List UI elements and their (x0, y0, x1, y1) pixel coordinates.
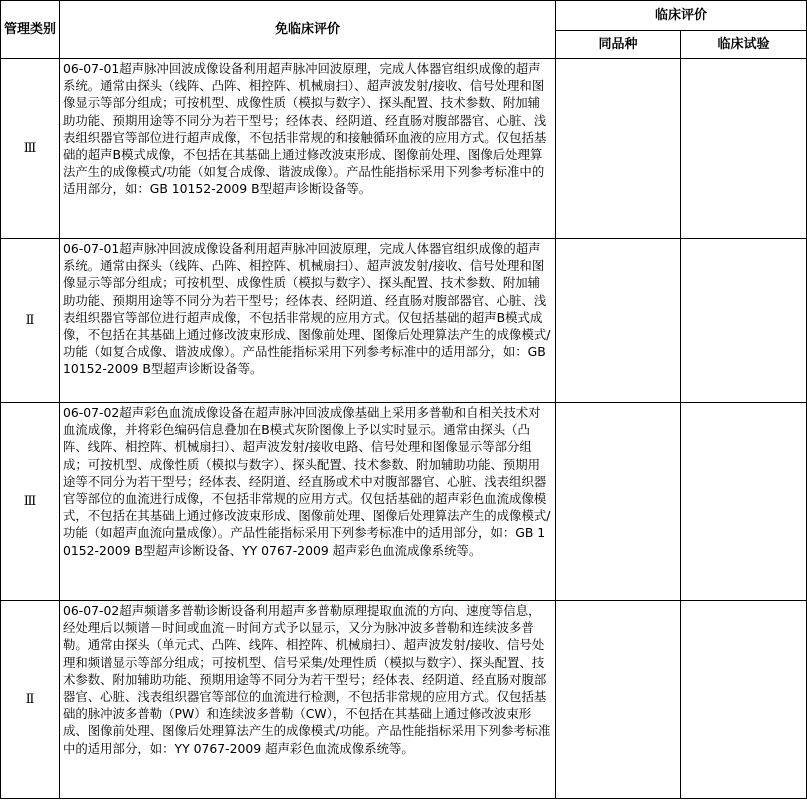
same-variety-cell (556, 59, 681, 239)
table-row (1, 239, 807, 403)
description-text: 06-07-02超声频谱多普勒诊断设备利用超声多普勒原理提取血流的方向、速度等信息，经处理后以频谱－时间或血流－时间方式予以显示，又分为脉冲波多普勒和连续波多普勒。通常由探头（单元式、凸阵、线阵、相控阵、机械扇扫）、超声波发射/接收、信号处理和频谱显示等部分组成；可按机型、信号采集/处理性质（模拟与数字）、探头配置、技术参数、附加辅助功能、预期用途等不同分为若干型号；经体表、经阴道、经直肠对腹部器官、心脏、浅表组织器官等部位的血流进行检测，不包括非常规的应用方式。仅包括基础的脉冲波多普勒（PW）和连续波多普勒（CW），不包括在其基础上通过修改波束形成、图像前处理、图像后处理算法产生的成像模式/功能。产品性能指标采用下列参考标准中的适用部分，如：YY 0767-2009 超声彩色血流成像系统等。 (63, 603, 551, 756)
clinical-trial-cell (681, 601, 807, 799)
same-variety-cell (556, 403, 681, 601)
table-row (1, 403, 807, 601)
clinical-trial-cell (681, 59, 807, 239)
category-cell: Ⅲ (1, 59, 60, 239)
clinical-trial-cell (681, 239, 807, 403)
header-same-variety: 同品种 (556, 31, 681, 59)
same-variety-cell (556, 601, 681, 799)
description-text: 06-07-01超声脉冲回波成像设备利用超声脉冲回波原理，完成人体器官组织成像的超声系统。通常由探头（线阵、凸阵、相控阵、机械扇扫）、超声波发射/接收、信号处理和图像显示等部分组成；可按机型、成像性质（模拟与数字）、探头配置、技术参数、附加辅助功能、预期用途等不同分为若干型号；经体表、经阴道、经直肠对腹部器官、心脏、浅表组织器官等部位进行超声成像，不包括非常规的应用方式。仅包括基础的超声B模式成像，不包括在其基础上通过修改波束形成、图像前处理、图像后处理算法产生的成像模式/功能（如复合成像、谐波成像）。产品性能指标采用下列参考标准中的适用部分，如：GB 10152-2009 B型超声诊断设备等。 (63, 241, 551, 377)
category-cell: Ⅱ (1, 239, 60, 403)
description-text: 06-07-01超声脉冲回波成像设备利用超声脉冲回波原理，完成人体器官组织成像的超声系统。通常由探头（线阵、凸阵、相控阵、机械扇扫）、超声波发射/接收、信号处理和图像显示等部分组成；可按机型、成像性质（模拟与数字）、探头配置、技术参数、附加辅助功能、预期用途等不同分为若干型号；经体表、经阴道、经直肠对腹部器官、心脏、浅表组织器官等部位进行超声成像，不包括非常规的和接触循环血液的应用方式。仅包括基础的超声B模式成像，不包括在其基础上通过修改波束形成、图像前处理、图像后处理算法产生的成像模式/功能（如复合成像、谐波成像）。产品性能指标采用下列参考标准中的适用部分，如：GB 10152-2009 B型超声诊断设备等。 (63, 61, 547, 197)
header-exempt: 免临床评价 (60, 1, 556, 59)
clinical-trial-cell (681, 403, 807, 601)
same-variety-cell (556, 239, 681, 403)
table-row (1, 59, 807, 239)
description-cell (60, 403, 556, 601)
description-text: 06-07-02超声彩色血流成像设备在超声脉冲回波成像基础上采用多普勒和自相关技术对血流成像，并将彩色编码信息叠加在B模式灰阶图像上予以实时显示。通常由探头（凸阵、线阵、相控阵、机械扇扫）、超声波发射/接收电路、信号处理和图像显示等部分组成；可按机型、成像性质（模拟与数字）、探头配置、技术参数、附加辅助功能、预期用途等不同分为若干型号；经体表、经阴道、经直肠或术中对腹部器官、心脏、浅表组织器官等部位的血流进行成像，不包括非常规的应用方式。仅包括基础的超声彩色血流成像模式，不包括在其基础上通过修改波束形成、图像前处理、图像后处理算法产生的成像模式/功能（如超声血流向量成像）。产品性能指标采用下列参考标准中的适用部分，如：GB 10152-2009 B型超声诊断设备、YY 0767-2009 超声彩色血流成像系统等。 (63, 405, 551, 558)
header-category: 管理类别 (1, 1, 60, 59)
description-cell (60, 59, 556, 239)
category-cell: Ⅱ (1, 601, 60, 799)
description-cell (60, 601, 556, 799)
description-cell (60, 239, 556, 403)
header-clinical: 临床评价 (556, 1, 807, 31)
header-clinical-trial: 临床试验 (681, 31, 807, 59)
category-cell: Ⅲ (1, 403, 60, 601)
table-row (1, 601, 807, 799)
header-row (1, 1, 807, 31)
